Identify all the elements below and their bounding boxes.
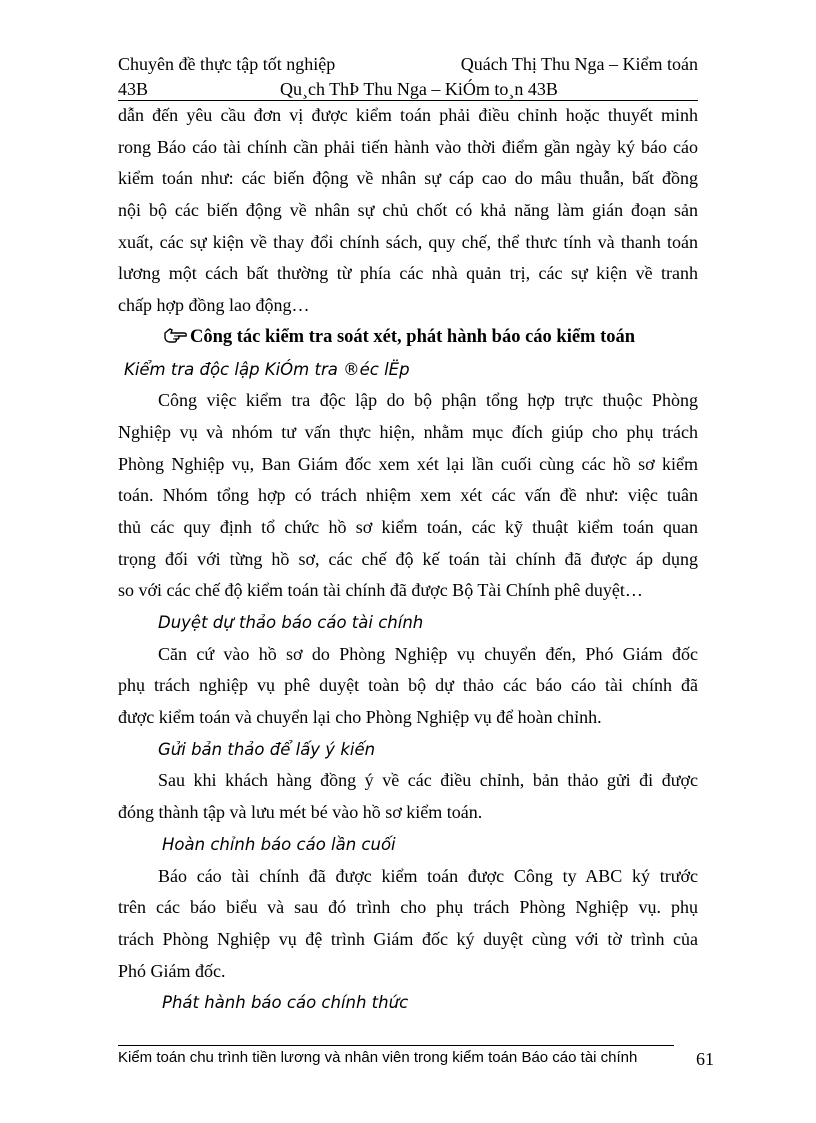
footer-title: Kiểm toán chu trình tiền lương và nhân viên trong kiểm toán Báo cáo tài chính — [118, 1049, 638, 1066]
subheading-send-draft: Gửi bản thảo để lấy ý kiến — [158, 739, 376, 759]
paragraph-line: nội bộ các biến động về nhân sự chủ chốt có khả năng làm gián đoạn sản — [118, 200, 698, 221]
paragraph-line: trọng đối với từng hồ sơ, các chế độ kế toán tài chính đã được áp dụng — [118, 548, 698, 569]
paragraph-line: chấp hợp đồng lao động… — [118, 295, 310, 316]
paragraph-line: toán. Nhóm tổng hợp có trách nhiệm xem xét các vấn đề như: việc tuân — [118, 485, 698, 506]
subheading-issue-report: Phát hành báo cáo chính thức — [162, 993, 409, 1013]
paragraph-line: được kiểm toán và chuyển lại cho Phòng Nghiệp vụ để hoàn chỉnh. — [118, 707, 602, 728]
section-heading — [118, 322, 698, 354]
paragraph-line: so với các chế độ kiểm toán tài chính đã được Bộ Tài Chính phê duyệt… — [118, 580, 643, 601]
subheading-independent-check: Kiểm tra độc lập KiÓm tra ®éc lËp — [124, 359, 410, 379]
paragraph-line: Báo cáo tài chính đã được kiểm toán được Công ty ABC ký trước — [158, 865, 698, 886]
paragraph-line: Công việc kiểm tra độc lập do bộ phận tổng hợp trực thuộc Phòng — [158, 390, 698, 411]
header-right: Quách Thị Thu Nga – Kiểm toán — [460, 54, 698, 74]
paragraph-line: trách Phòng Nghiệp vụ đệ trình Giám đốc ký duyệt cùng với tờ trình của — [118, 928, 698, 949]
footer-rule — [118, 1045, 674, 1046]
pointing-hand-icon — [164, 325, 188, 343]
page-footer — [118, 1049, 714, 1073]
paragraph-line: đóng thành tập và lưu mét bé vào hồ sơ kiểm toán. — [118, 802, 483, 823]
paragraph-line: thủ các quy định tổ chức hồ sơ kiểm toán, các kỹ thuật kiểm toán quan — [118, 516, 698, 537]
paragraph-line: Sau khi khách hàng đồng ý về các điều chỉnh, bản thảo gửi đi được — [158, 770, 698, 791]
header-line2-left: 43B — [118, 79, 149, 99]
page-number: 61 — [696, 1049, 714, 1069]
paragraph-line: trên các báo biểu và sau đó trình cho phụ trách Phòng Nghiệp vụ. phụ — [118, 897, 698, 918]
paragraph-line: lương một cách bất thường từ phía các nhà quản trị, các sự kiện về tranh — [118, 263, 698, 284]
paragraph-line: xuất, các sự kiện về thay đổi chính sách, quy chế, thể thưc tính và thanh toán — [118, 231, 698, 252]
paragraph-line: kiểm toán như: các biến động về nhân sự cáp cao do mâu thuẫn, bất đồng — [118, 168, 698, 189]
header-line2-center: Qu¸ch ThÞ Thu Nga – KiÓm to¸n 43B — [280, 79, 558, 99]
paragraph-line: rong Báo cáo tài chính cần phải tiến hành vào thời điểm gần ngày ký báo cáo — [118, 136, 698, 157]
section-heading-text: Công tác kiểm tra soát xét, phát hành báo cáo kiểm toán — [190, 326, 636, 347]
subheading-approve-draft: Duyệt dự thảo báo cáo tài chính — [158, 613, 424, 632]
paragraph-line: phụ trách nghiệp vụ phê duyệt toàn bộ dự thảo các báo cáo tài chính đã — [118, 675, 698, 696]
page-header — [118, 52, 698, 102]
paragraph-line: Căn cứ vào hồ sơ do Phòng Nghiệp vụ chuyển đến, Phó Giám đốc — [158, 643, 698, 664]
subheading-finalize-report: Hoàn chỉnh báo cáo lần cuối — [162, 834, 396, 854]
paragraph-line: dẫn đến yêu cầu đơn vị được kiểm toán phải điều chỉnh hoặc thuyết minh — [118, 105, 698, 125]
header-left: Chuyên đề thực tập tốt nghiệp — [118, 54, 336, 74]
paragraph-line: Phó Giám đốc. — [118, 960, 226, 981]
paragraph-line: Nghiệp vụ và nhóm tư vấn thực hiện, nhằm mục đích giúp cho phụ trách — [118, 421, 698, 442]
paragraph-line: Phòng Nghiệp vụ, Ban Giám đốc xem xét lại lần cuối cùng các hồ sơ kiểm — [118, 453, 698, 474]
page-body — [118, 100, 698, 1019]
